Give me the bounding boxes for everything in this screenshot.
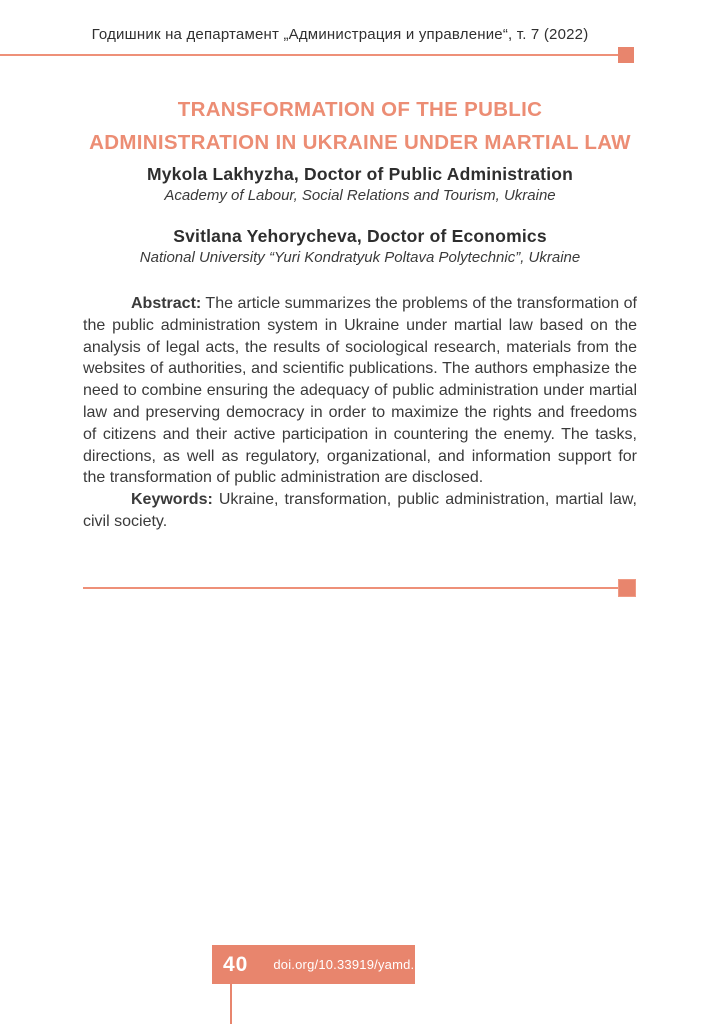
header-rule [0, 54, 618, 56]
doi-link[interactable]: doi.org/10.33919/yamd.22.6.3 [273, 957, 452, 972]
header-rule-square [618, 47, 634, 63]
keywords-text: Ukraine, transformation, public administration, martial law, civil society. [83, 491, 637, 530]
author-block-2 [60, 225, 660, 268]
page-number: 40 [223, 952, 249, 976]
author-2-affiliation: National University “Yuri Kondratyuk Poltava Polytechnic”, Ukraine [139, 249, 581, 266]
keywords-paragraph [83, 489, 637, 533]
abstract-text: The article summarizes the problems of the transformation of the public administration system in Ukraine under martial law based on the analysis of legal acts, the results of sociological research, materials from the websites of authorities, and scientific publications. The authors emphasize the need to combine ensuring the adequacy of public administration under martial law and preserving democracy in order to maximize the rights and freedoms of citizens and their active participation in countering the enemy. The tasks, directions, as well as regulatory, organizational, and information support for the transformation of public administration are disclosed. [83, 295, 637, 487]
author-2-name: Svitlana Yehorycheva, Doctor of Economics [173, 226, 547, 246]
article-body [83, 293, 637, 533]
abstract-label: Abstract: [131, 295, 202, 312]
footer-rule-square [618, 579, 636, 597]
running-head: Годишник на департамент „Администрация и управление“, т. 7 (2022) [91, 26, 589, 43]
author-1-affiliation: Academy of Labour, Social Relations and Tourism, Ukraine [164, 187, 556, 204]
abstract-paragraph [83, 293, 637, 489]
article-title-line-2: ADMINISTRATION IN UKRAINE UNDER MARTIAL LAW [89, 131, 631, 154]
article-title [70, 93, 650, 159]
article-title-line-1: TRANSFORMATION OF THE PUBLIC [177, 98, 543, 121]
footer-stem-line [230, 984, 232, 1024]
author-1-name: Mykola Lakhyzha, Doctor of Public Administration [146, 164, 574, 184]
keywords-label: Keywords: [131, 491, 213, 509]
footer-badge [212, 945, 452, 984]
author-block-1 [60, 163, 660, 206]
footer-rule [83, 587, 618, 589]
